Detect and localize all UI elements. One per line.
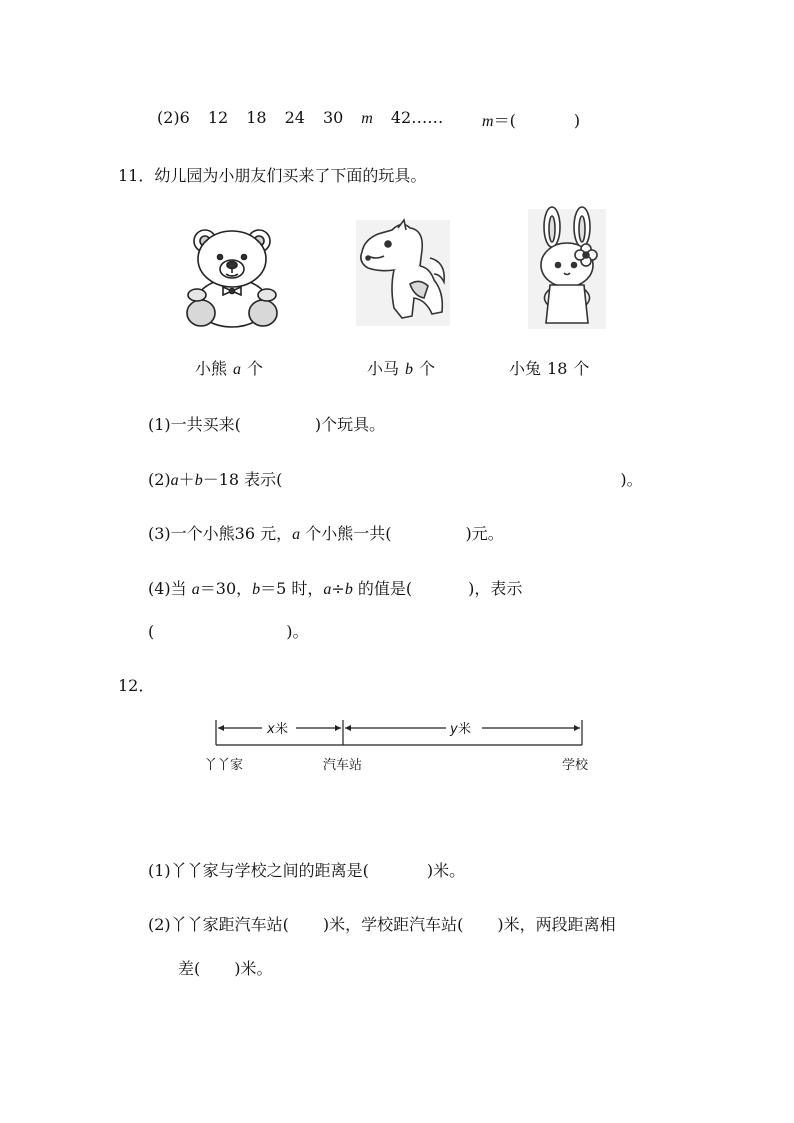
part-text: 丫丫家距汽车站( [170,915,289,934]
answer-var: m [482,113,494,130]
part-text: )米。 [234,959,273,978]
label-school: 学校 [562,758,589,773]
arrow-head [218,725,224,731]
q11-part2 [148,467,643,490]
toy-unit: 个 [573,359,590,378]
part-text: ( [148,622,155,641]
toy-var: b [405,361,414,378]
q11-part4-line2 [148,619,309,642]
divide-sign: ÷ [331,579,345,598]
toy-horse-icon [354,218,452,328]
seg2-var: y [450,722,458,737]
seq-item: 24 [284,108,305,127]
part-text: 个小熊一共( [300,524,392,543]
seg2-unit: 米 [458,722,472,737]
var-b: b [194,472,203,489]
part-label: (2) [148,915,171,934]
caption-bear [195,356,263,379]
seq-item: 6 [179,108,190,127]
part-text: )。 [286,622,309,641]
var-a: a [323,581,332,598]
seq-item: 42…… [390,108,444,127]
q12-part1 [148,858,465,881]
seq-item: 30 [322,108,344,127]
q10-answer [482,108,580,131]
part-label: (2) [148,470,171,489]
part-label: (1) [148,415,171,434]
bunny-icon [528,205,608,330]
part-text: 一共买来( [170,415,241,434]
part-label: (4) [148,579,171,598]
part-text: ＝30， [199,579,253,598]
part-label: (1) [148,861,171,880]
part-text: －18 表示( [202,470,283,489]
part-label: (3) [148,524,171,543]
plus-sign: ＋ [178,470,195,489]
arrow-head [345,725,351,731]
teddy-bear-icon [183,225,281,330]
var-b: b [252,581,261,598]
toy-name: 小马 [367,359,400,378]
q11-part3 [148,521,504,544]
seq-item: 12 [207,108,229,127]
answer-eq: ＝( [493,111,516,130]
arrow-head [574,725,580,731]
seq-item-m: m [361,110,373,127]
toy-name: 小兔 [509,359,542,378]
toy-unit: 个 [247,359,264,378]
part-text: ＝5 时， [260,579,324,598]
toy-count: 18 [547,359,568,378]
q10-part2-line [157,108,461,128]
part-text: )个玩具。 [314,415,386,434]
seg1-unit: 米 [275,722,289,737]
toy-unit: 个 [419,359,436,378]
part-text: 的值是( [352,579,413,598]
toy-name: 小熊 [195,359,228,378]
q11-text: 幼儿园为小朋友们买来了下面的玩具。 [154,166,427,185]
part-text: 当 [170,579,192,598]
var-a: a [170,472,179,489]
q12-number: 12． [118,676,155,695]
toy-var: a [233,361,242,378]
q12-part2 [148,912,616,935]
distance-diagram [196,715,606,775]
part-text: 一个小熊36 元， [170,524,293,543]
q10-part2-label: (2) [157,108,180,127]
var-a: a [292,526,301,543]
label-home: 丫丫家 [204,758,244,773]
part-text: )。 [620,470,643,489]
arrow-head [335,725,341,731]
part-text: )，表示 [468,579,523,598]
q11-number: 11． [118,166,155,185]
part-text: )米，两段距离相 [497,915,616,934]
part-text: )元。 [465,524,504,543]
part-text: )米，学校距汽车站( [322,915,464,934]
q12-part2-line2 [178,956,273,979]
part-text: 差( [178,959,201,978]
var-b: b [344,581,353,598]
q11-part4 [148,576,522,599]
answer-close: ) [573,111,581,130]
part-text: )米。 [426,861,466,880]
seg1-var: x [267,722,275,737]
seq-item: 18 [246,108,267,127]
caption-horse [367,356,435,379]
caption-bunny [509,356,589,379]
part-text: 丫丫家与学校之间的距离是( [170,861,369,880]
label-station: 汽车站 [323,758,363,773]
q11-part1 [148,412,385,435]
var-a: a [191,581,200,598]
q11-title [118,163,426,186]
